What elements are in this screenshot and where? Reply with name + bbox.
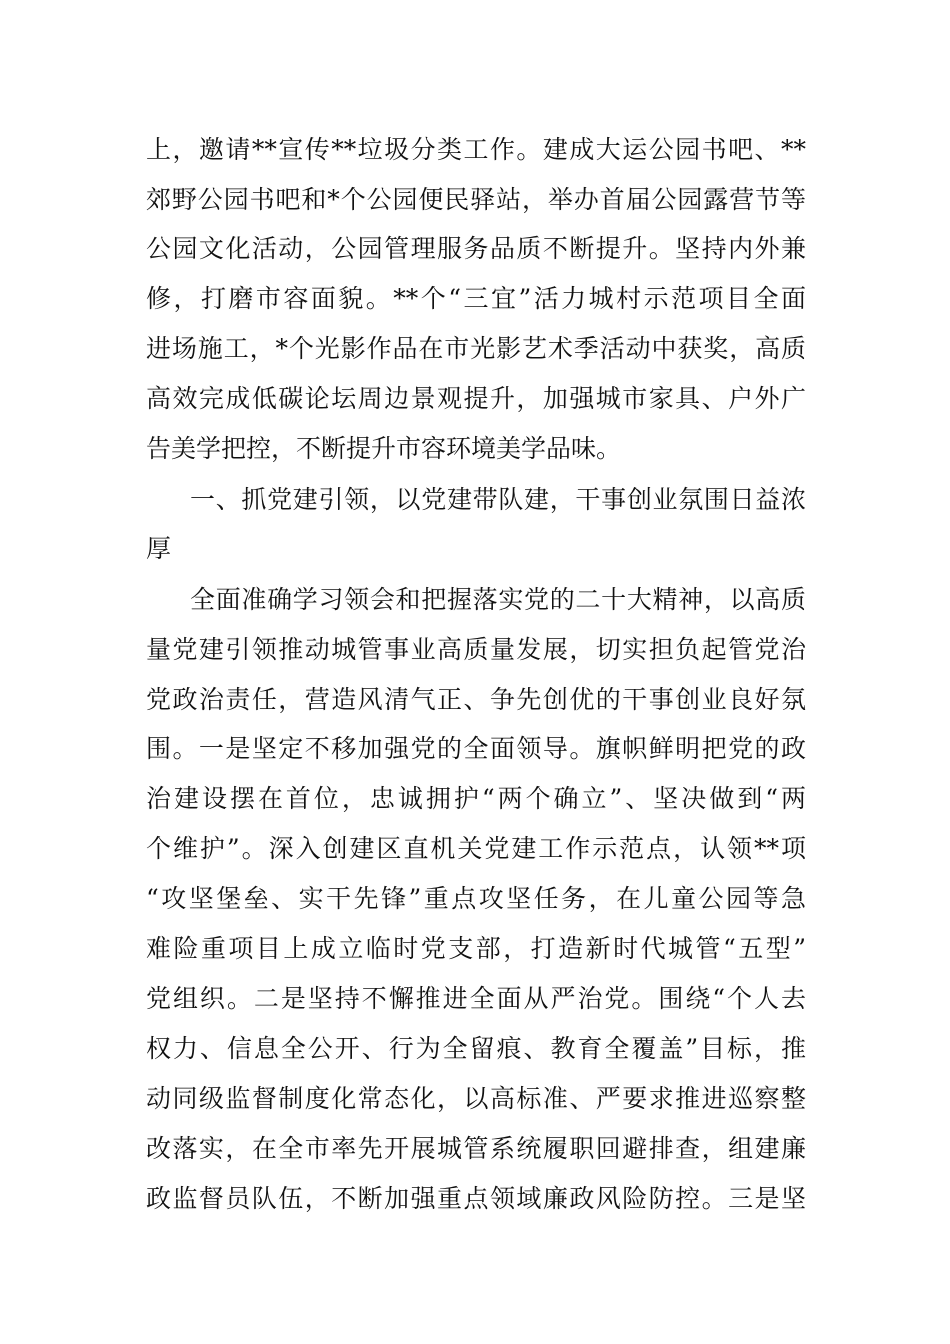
text-line: “攻坚堡垒、实干先锋”重点攻坚任务，在儿童公园等急 bbox=[146, 884, 806, 913]
text-line: 围。一是坚定不移加强党的全面领导。旗帜鲜明把党的政 bbox=[146, 734, 806, 763]
text-line: 量党建引领推动城管事业高质量发展，切实担负起管党治 bbox=[146, 635, 806, 664]
text-line: 党组织。二是坚持不懈推进全面从严治党。围绕“个人去 bbox=[146, 984, 806, 1013]
text-line: 高效完成低碳论坛周边景观提升，加强城市家具、户外广 bbox=[146, 384, 806, 413]
text-line: 全面准确学习领会和把握落实党的二十大精神，以高质 bbox=[190, 585, 806, 614]
text-line: 治建设摆在首位，忠诚拥护“两个确立”、坚决做到“两 bbox=[146, 784, 806, 813]
text-line: 难险重项目上成立临时党支部，打造新时代城管“五型” bbox=[146, 934, 806, 963]
section-heading-line: 厚 bbox=[146, 534, 172, 563]
text-line: 个维护”。深入创建区直机关党建工作示范点，认领**项 bbox=[146, 834, 806, 863]
text-line: 修，打磨市容面貌。**个“三宜”活力城村示范项目全面 bbox=[146, 284, 806, 313]
text-line: 政监督员队伍，不断加强重点领域廉政风险防控。三是坚 bbox=[146, 1184, 806, 1213]
text-line: 权力、信息全公开、行为全留痕、教育全覆盖”目标，推 bbox=[146, 1034, 806, 1063]
text-line: 公园文化活动，公园管理服务品质不断提升。坚持内外兼 bbox=[146, 234, 806, 263]
text-line: 动同级监督制度化常态化，以高标准、严要求推进巡察整 bbox=[146, 1084, 806, 1113]
text-line: 党政治责任，营造风清气正、争先创优的干事创业良好氛 bbox=[146, 685, 806, 714]
section-heading-line: 一、抓党建引领，以党建带队建，干事创业氛围日益浓 bbox=[190, 485, 806, 514]
text-line: 上，邀请**宣传**垃圾分类工作。建成大运公园书吧、** bbox=[146, 135, 806, 164]
text-line: 告美学把控，不断提升市容环境美学品味。 bbox=[146, 434, 622, 463]
text-line: 改落实，在全市率先开展城管系统履职回避排查，组建廉 bbox=[146, 1134, 806, 1163]
text-line: 郊野公园书吧和*个公园便民驿站，举办首届公园露营节等 bbox=[146, 185, 806, 214]
text-line: 进场施工，*个光影作品在市光影艺术季活动中获奖，高质 bbox=[146, 334, 806, 363]
